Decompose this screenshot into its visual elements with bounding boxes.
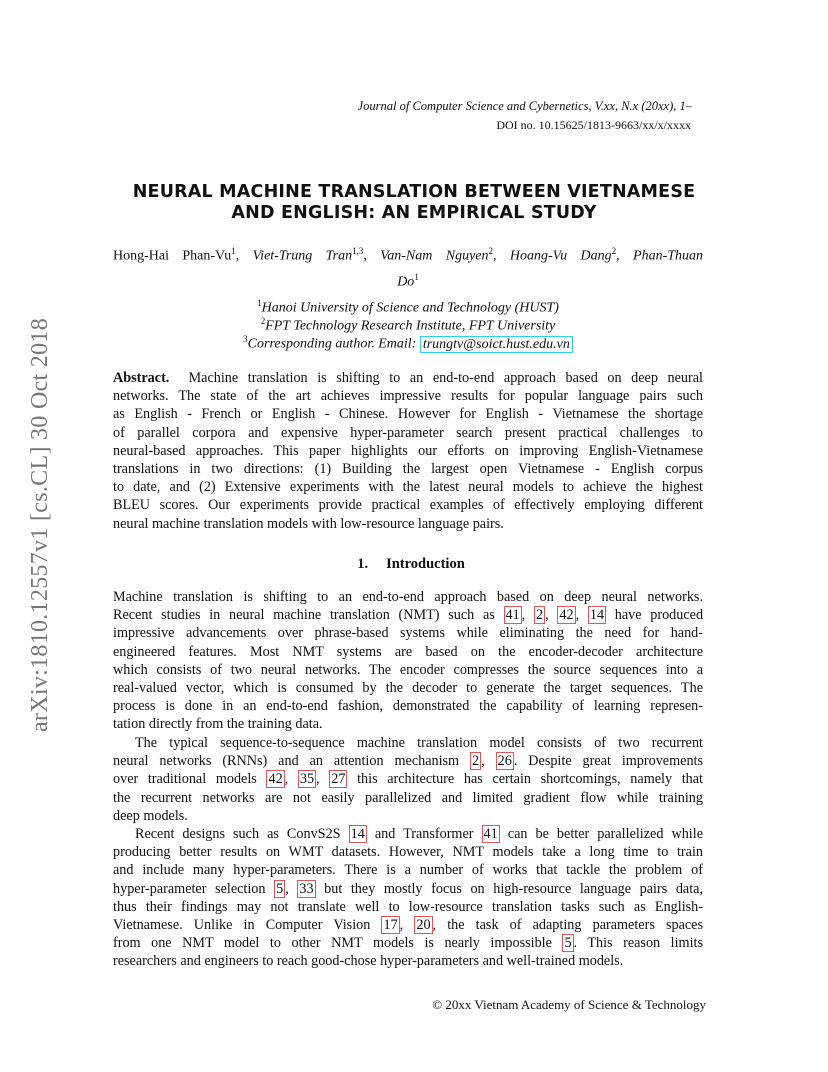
abstract-line: as English - French or English - Chinese. However for English - Vietnamese the shortage — [113, 406, 703, 423]
citation-link[interactable]: 35 — [299, 771, 315, 788]
citation-link[interactable]: 2 — [472, 753, 480, 770]
body-line: engineered features. Most NMT systems are based on the encoder-decoder architecture — [113, 643, 703, 660]
body-line: from one NMT model to other NMT models is nearly impossible 5 . This reason limits — [113, 935, 703, 952]
citation-link[interactable]: 14 — [350, 826, 365, 842]
body-line: hyper-parameter selection 5 , 33 but they mostly focus on high-resource language pairs data, — [113, 880, 703, 897]
author-name: Viet-Trung Tran — [252, 248, 353, 264]
section-number: 1. — [357, 556, 369, 572]
title-line-2: AND ENGLISH: AN EMPIRICAL STUDY — [231, 203, 597, 223]
citation-link[interactable]: 41 — [483, 826, 498, 842]
citation-link[interactable]: 20 — [416, 916, 431, 933]
intro-paragraph-2 — [113, 734, 703, 825]
author-name: Hong-Hai Phan-Vu — [113, 248, 232, 264]
affiliation-text: Hanoi University of Science and Technology (HUST) — [261, 300, 559, 316]
abstract-line: to date, and (2) Extensive experiments with the latest neural models to achieve the highest — [113, 479, 703, 496]
author-name: Phan-Thuan — [633, 248, 704, 264]
body-line: Recent studies in neural machine translation (NMT) such as 41 , 2 , 42 , 14 have produced — [113, 607, 703, 624]
citation-link[interactable]: 42 — [268, 771, 283, 788]
author-line-1: Hong-Hai Phan-Vu$^1$, Viet-Trung Tran$^{1,3}$, Van-Nam Nguyen$^2$, Hoang-Vu Dang$^2$, Phan-Thuan — [113, 246, 704, 264]
affiliation-3 — [113, 334, 703, 353]
author-name: Do — [397, 274, 415, 290]
affiliation-sup: 1 — [257, 298, 262, 308]
citation-link[interactable]: 5 — [276, 880, 284, 897]
body-line: neural networks (RNNs) and an attention mechanism 2 , 26 . Despite great improvements — [113, 753, 703, 770]
abstract-text: Machine translation is shifting to an end-to-end approach based on deep neural — [188, 370, 703, 386]
body-line: researchers and engineers to reach good-chose hyper-parameters and well-trained models. — [113, 953, 624, 970]
paper-title — [112, 182, 716, 224]
abstract-line: translations in two directions: (1) Building the largest open Vietnamese - English corpus — [113, 460, 703, 477]
body-line: producing better results on WMT datasets. However, NMT models take a long time to train — [113, 844, 703, 861]
body-line: which consists of two neural networks. The encoder compresses the source sequences into a — [113, 661, 703, 678]
arxiv-stamp: arXiv:1810.12557v1 [cs.CL] 30 Oct 2018 — [27, 318, 53, 733]
abstract-line: BLEU scores. Our experiments provide practical examples of effectively employing different — [113, 497, 703, 514]
citation-link[interactable]: 42 — [559, 607, 574, 624]
affiliation-text: Corresponding author. Email: — [247, 336, 417, 352]
author-sup: 2 — [611, 246, 617, 256]
citation-link[interactable]: 26 — [497, 753, 512, 770]
body-line: tation directly from the training data. — [113, 716, 323, 733]
body-line: over traditional models 42 , 35 , 27 this architecture has certain shortcomings, namely that — [113, 771, 703, 788]
body-line: The typical sequence-to-sequence machine translation model consists of two recurrent — [135, 735, 703, 751]
body-line: thus their findings may not translate well to low-resource translation tasks such as English- — [113, 898, 703, 915]
body-line: real-valued vector, which is consumed by the decoder to generate the target sequences. The — [113, 679, 703, 696]
author-sup: 1,3 — [352, 246, 364, 256]
title-line-1: NEURAL MACHINE TRANSLATION BETWEEN VIETNAMESE — [132, 182, 696, 202]
abstract-line — [113, 369, 703, 387]
abstract — [113, 369, 703, 533]
citation-link[interactable]: 27 — [331, 771, 346, 788]
author-line-2 — [113, 267, 703, 293]
citation-link[interactable]: 5 — [564, 935, 572, 952]
citation-link[interactable]: 33 — [299, 880, 314, 897]
body-line: deep models. — [113, 807, 188, 824]
body-line: Vietnamese. Unlike in Computer Vision 17 , 20 , the task of adapting parameters spaces — [113, 916, 703, 933]
citation-link[interactable]: 41 — [505, 607, 520, 624]
body-line: process is done in an end-to-end fashion, demonstrated the capability of learning represen- — [113, 698, 703, 715]
email-link[interactable]: trungtv@soict.hust.edu.vn — [420, 336, 573, 353]
journal-citation: Journal of Computer Science and Cybernetics, V.xx, N.x (20xx), 1– — [357, 99, 692, 113]
citation-link[interactable]: 14 — [589, 607, 605, 624]
body-line: the recurrent networks are not easily parallelized and limited gradient flow while training — [113, 789, 703, 806]
abstract-line: of parallel corpora and expensive hyper-parameter search present practical challenges to — [113, 424, 703, 441]
doi-line: DOI no. 10.15625/1813-9663/xx/x/xxxx — [496, 118, 691, 132]
body-line: Machine translation is shifting to an end-to-end approach based on deep neural networks. — [113, 589, 703, 605]
author-sup: 2 — [488, 246, 494, 256]
citation-link[interactable]: 2 — [536, 607, 544, 624]
citation-link[interactable]: 17 — [383, 916, 398, 933]
body-line: Recent designs such as ConvS2S 14 and Transformer 41 can be better parallelized while — [135, 826, 703, 842]
affiliation-1 — [113, 298, 703, 317]
intro-paragraph-1 — [113, 588, 703, 734]
intro-paragraph-3 — [113, 825, 703, 971]
author-sup: 1 — [231, 246, 236, 256]
section-heading — [113, 556, 709, 573]
author-list — [113, 241, 703, 292]
author-name: Hoang-Vu Dang — [509, 248, 612, 264]
abstract-line: neural machine translation models with low-resource language pairs. — [113, 515, 504, 532]
affiliation-sup: 3 — [243, 334, 248, 344]
affiliation-2 — [113, 316, 703, 335]
author-name: Van-Nam Nguyen — [380, 248, 489, 264]
author-sup: 1 — [414, 271, 419, 282]
abstract-line: neural-based approaches. This paper highlights our efforts on improving English-Vietnamese — [113, 442, 703, 459]
body-line: and include many hyper-parameters. There is a number of works that tackle the problem of — [113, 862, 703, 879]
abstract-line: networks. The state of the art achieves impressive results for popular language pairs such — [113, 388, 703, 405]
abstract-label: Abstract. — [113, 370, 170, 386]
section-title: Introduction — [386, 556, 465, 572]
body-line: impressive advancements over phrase-based systems while eliminating the need for hand- — [113, 625, 703, 642]
affiliation-text: FPT Technology Research Institute, FPT University — [265, 318, 556, 334]
copyright-footer: © 20xx Vietnam Academy of Science & Technology — [432, 997, 706, 1012]
affiliation-sup: 2 — [260, 316, 266, 326]
